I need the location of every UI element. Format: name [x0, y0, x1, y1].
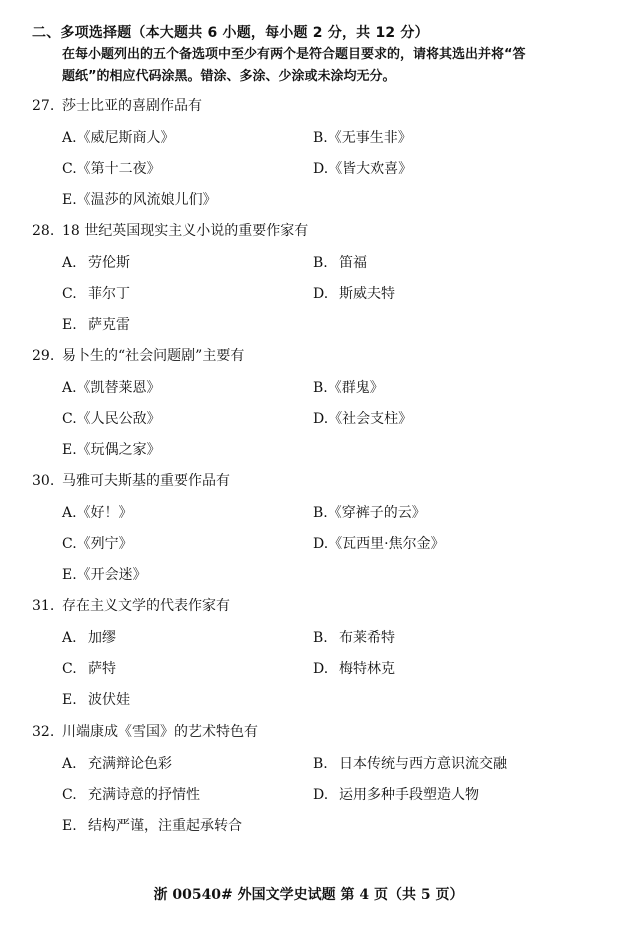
- question-30: [32, 471, 230, 491]
- option-letter: C.: [62, 286, 77, 302]
- option-letter: D.: [313, 661, 329, 677]
- option-text: 《开会迷》: [76, 567, 147, 583]
- option-text: 劳伦斯: [88, 255, 130, 271]
- question-number: 30.: [32, 473, 55, 489]
- option-letter: B.: [313, 505, 328, 521]
- option-text: 《群鬼》: [327, 380, 384, 396]
- question-text: 川端康成《雪国》的艺术特色有: [62, 724, 258, 740]
- option-text: 加缪: [88, 630, 116, 646]
- question-number: 32.: [32, 724, 55, 740]
- option-32-b: [313, 754, 507, 774]
- option-letter: C.: [62, 787, 77, 803]
- option-27-b: [313, 128, 412, 148]
- question-31: [32, 596, 230, 616]
- option-letter: C.: [62, 536, 77, 552]
- option-text: 《人民公敌》: [76, 411, 161, 427]
- option-text: 《穿裤子的云》: [327, 505, 426, 521]
- option-29-e: [62, 440, 161, 460]
- option-text: 日本传统与西方意识流交融: [339, 756, 507, 772]
- option-letter: E.: [62, 317, 77, 333]
- option-30-e: [62, 565, 147, 585]
- option-text: 《玩偶之家》: [76, 442, 161, 458]
- option-text: 萨特: [88, 661, 116, 677]
- question-number: 27.: [32, 98, 55, 114]
- option-letter: C.: [62, 161, 77, 177]
- option-text: 菲尔丁: [88, 286, 130, 302]
- option-letter: A.: [62, 630, 77, 646]
- option-28-b: [313, 253, 367, 273]
- option-27-d: [313, 159, 412, 179]
- option-31-a: [62, 628, 116, 648]
- option-text: 《列宁》: [76, 536, 133, 552]
- question-text: 存在主义文学的代表作家有: [62, 598, 230, 614]
- option-31-c: [62, 659, 116, 679]
- option-28-d: [313, 284, 395, 304]
- option-text: 《好！》: [76, 505, 133, 521]
- option-letter: A.: [62, 756, 77, 772]
- option-27-e: [62, 190, 217, 210]
- question-number: 31.: [32, 598, 55, 614]
- option-text: 《瓦西里·焦尔金》: [328, 536, 445, 552]
- option-text: 萨克雷: [88, 317, 130, 333]
- question-text: 易卜生的“社会问题剧”主要有: [62, 348, 245, 364]
- option-letter: E.: [62, 567, 77, 583]
- option-letter: A.: [62, 505, 77, 521]
- option-letter: D.: [313, 787, 329, 803]
- option-30-a: [62, 503, 133, 523]
- option-text: 充满辩论色彩: [88, 756, 172, 772]
- option-27-a: [62, 128, 175, 148]
- option-text: 《温莎的风流娘儿们》: [76, 192, 217, 208]
- question-27: [32, 96, 202, 116]
- option-text: 《无事生非》: [327, 130, 412, 146]
- option-text: 《皆大欢喜》: [328, 161, 413, 177]
- option-32-d: [313, 785, 479, 805]
- option-text: 波伏娃: [88, 692, 130, 708]
- option-text: 布莱希特: [339, 630, 395, 646]
- option-28-a: [62, 253, 130, 273]
- option-letter: E.: [62, 192, 77, 208]
- option-letter: A.: [62, 380, 77, 396]
- option-text: 《凯替莱恩》: [76, 380, 161, 396]
- option-32-e: [62, 816, 242, 836]
- option-letter: D.: [313, 286, 329, 302]
- option-text: 笛福: [339, 255, 367, 271]
- option-29-a: [62, 378, 161, 398]
- question-number: 29.: [32, 348, 55, 364]
- option-letter: D.: [313, 161, 329, 177]
- question-text: 莎士比亚的喜剧作品有: [62, 98, 202, 114]
- option-letter: A.: [62, 255, 77, 271]
- question-text: 18 世纪英国现实主义小说的重要作家有: [62, 223, 309, 239]
- option-28-c: [62, 284, 130, 304]
- option-letter: E.: [62, 692, 77, 708]
- option-28-e: [62, 315, 130, 335]
- option-text: 充满诗意的抒情性: [88, 787, 200, 803]
- option-letter: A.: [62, 130, 77, 146]
- option-30-d: [313, 534, 445, 554]
- section-instruction-line1: 在每小题列出的五个备选项中至少有两个是符合题目要求的，请将其选出并将“答: [62, 47, 526, 62]
- option-letter: D.: [313, 411, 329, 427]
- option-letter: C.: [62, 661, 77, 677]
- option-30-c: [62, 534, 133, 554]
- option-letter: E.: [62, 818, 77, 834]
- option-text: 结构严谨，注重起承转合: [88, 818, 242, 834]
- question-32: [32, 722, 258, 742]
- option-32-c: [62, 785, 200, 805]
- option-letter: C.: [62, 411, 77, 427]
- question-29: [32, 346, 244, 366]
- option-text: 《第十二夜》: [76, 161, 161, 177]
- option-29-b: [313, 378, 384, 398]
- option-letter: B.: [313, 756, 328, 772]
- question-number: 28.: [32, 223, 55, 239]
- option-letter: B.: [313, 255, 328, 271]
- section-instruction-line2: 题纸”的相应代码涂黑。错涂、多涂、少涂或未涂均无分。: [62, 69, 396, 84]
- option-text: 斯威夫特: [339, 286, 395, 302]
- option-29-d: [313, 409, 412, 429]
- option-31-d: [313, 659, 395, 679]
- question-28: [32, 221, 308, 241]
- option-letter: B.: [313, 630, 328, 646]
- option-letter: B.: [313, 130, 328, 146]
- option-letter: B.: [313, 380, 328, 396]
- option-29-c: [62, 409, 161, 429]
- option-text: 运用多种手段塑造人物: [339, 787, 479, 803]
- option-30-b: [313, 503, 426, 523]
- question-text: 马雅可夫斯基的重要作品有: [62, 473, 230, 489]
- option-text: 《社会支柱》: [328, 411, 413, 427]
- option-32-a: [62, 754, 172, 774]
- option-27-c: [62, 159, 161, 179]
- option-text: 梅特林克: [339, 661, 395, 677]
- option-letter: D.: [313, 536, 329, 552]
- option-text: 《威尼斯商人》: [76, 130, 175, 146]
- page-footer: 浙 00540# 外国文学史试题 第 4 页（共 5 页）: [153, 887, 464, 903]
- option-31-e: [62, 690, 130, 710]
- section-title: 二、多项选择题（本大题共 6 小题，每小题 2 分，共 12 分）: [32, 25, 429, 41]
- option-letter: E.: [62, 442, 77, 458]
- option-31-b: [313, 628, 395, 648]
